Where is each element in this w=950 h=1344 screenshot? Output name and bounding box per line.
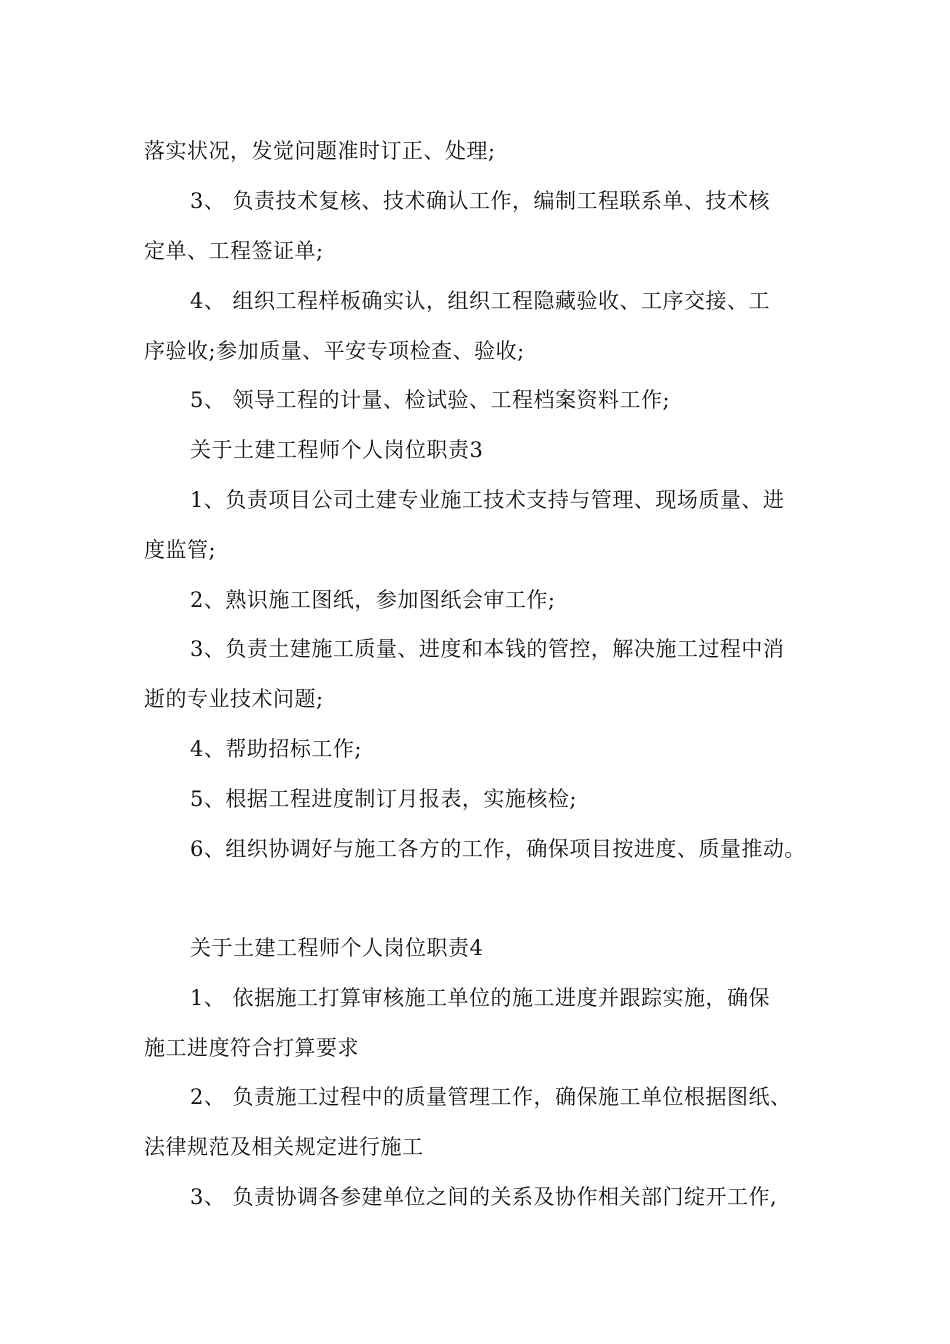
list-item-3: 3、 负责协调各参建单位之间的关系及协作相关部门绽开工作,	[190, 1185, 778, 1209]
text-line: 序验收;参加质量、平安专项检查、验收;	[144, 339, 525, 363]
list-item-5: 5、 领导工程的计量、检试验、工程档案资料工作;	[190, 388, 671, 412]
list-item-3: 3、负责土建施工质量、进度和本钱的管控，解决施工过程中消	[190, 637, 785, 661]
text-line: 施工进度符合打算要求	[144, 1036, 359, 1060]
list-item-6: 6、组织协调好与施工各方的工作，确保项目按进度、质量推动。	[190, 837, 806, 861]
section-heading: 关于土建工程师个人岗位职责4	[190, 936, 484, 960]
section-heading: 关于土建工程师个人岗位职责3	[190, 438, 484, 462]
list-item-2: 2、 负责施工过程中的质量管理工作，确保施工单位根据图纸、	[190, 1085, 792, 1109]
list-item-3: 3、 负责技术复核、技术确认工作，编制工程联系单、技术核	[190, 189, 771, 213]
text-line: 度监管;	[144, 538, 217, 562]
text-line: 定单、工程签证单;	[144, 239, 324, 263]
list-item-1: 1、负责项目公司土建专业施工技术支持与管理、现场质量、进	[190, 488, 785, 512]
list-item-4: 4、帮助招标工作;	[190, 737, 362, 761]
list-item-2: 2、熟识施工图纸，参加图纸会审工作;	[190, 588, 556, 612]
list-item-4: 4、 组织工程样板确实认，组织工程隐藏验收、工序交接、工	[190, 289, 771, 313]
text-line: 落实状况，发觉问题准时订正、处理;	[144, 139, 496, 163]
list-item-5: 5、根据工程进度制订月报表，实施核检;	[190, 787, 577, 811]
text-line: 法律规范及相关规定进行施工	[144, 1135, 424, 1159]
text-line: 逝的专业技术问题;	[144, 687, 324, 711]
list-item-1: 1、 依据施工打算审核施工单位的施工进度并跟踪实施，确保	[190, 986, 771, 1010]
